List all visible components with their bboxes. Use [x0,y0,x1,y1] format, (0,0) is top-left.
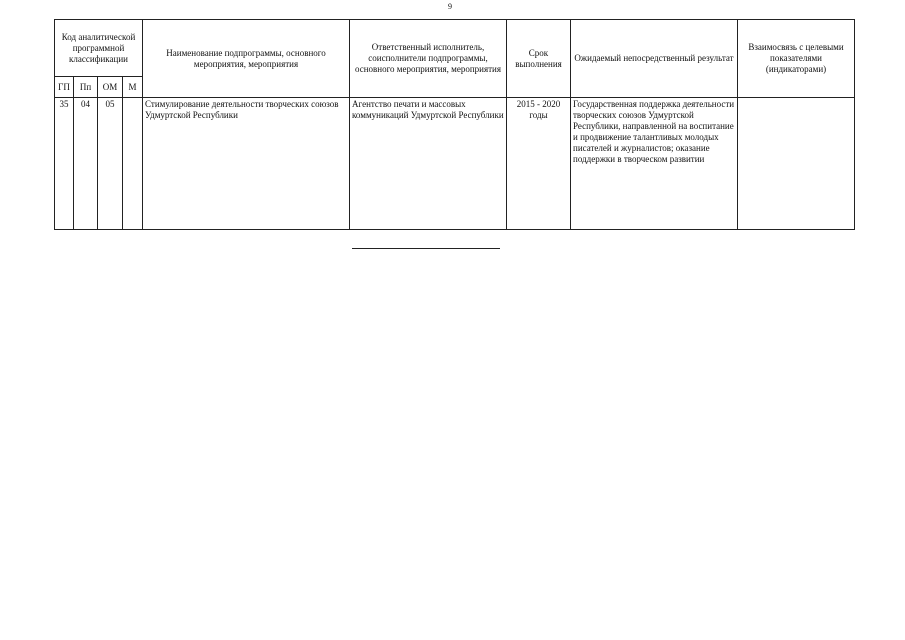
header-name: Наименование подпрограммы, основного мероприятия, мероприятия [143,20,350,98]
header-code-gp: ГП [55,77,74,98]
page-number: 9 [448,2,452,11]
header-code-pp: Пп [74,77,98,98]
header-executor: Ответственный исполнитель, соисполнители подпрограммы, основного мероприятия, мероприятия [350,20,507,98]
cell-pp: 04 [74,98,98,230]
cell-om: 05 [98,98,123,230]
program-table [54,19,855,230]
cell-indicators [738,98,855,230]
header-code-group: Код аналитической программной классификации [55,20,143,77]
cell-name: Стимулирование деятельности творческих союзов Удмуртской Республики [143,98,350,230]
cell-m [123,98,143,230]
header-code-m: М [123,77,143,98]
header-code-om: ОМ [98,77,123,98]
header-row [55,20,855,77]
cell-executor: Агентство печати и массовых коммуникаций Удмуртской Республики [350,98,507,230]
cell-result: Государственная поддержка деятельности творческих союзов Удмуртской Республики, направленной на воспитание и продвижение талантливых молодых писателей и журналистов; оказание поддержки в творческом развитии [571,98,738,230]
cell-gp: 35 [55,98,74,230]
header-indicators: Взаимосвязь с целевыми показателями (индикаторами) [738,20,855,98]
table-row [55,98,855,230]
header-result: Ожидаемый непосредственный результат [571,20,738,98]
end-of-document-rule [352,248,500,249]
header-term: Срок выполнения [507,20,571,98]
cell-term: 2015 - 2020 годы [507,98,571,230]
